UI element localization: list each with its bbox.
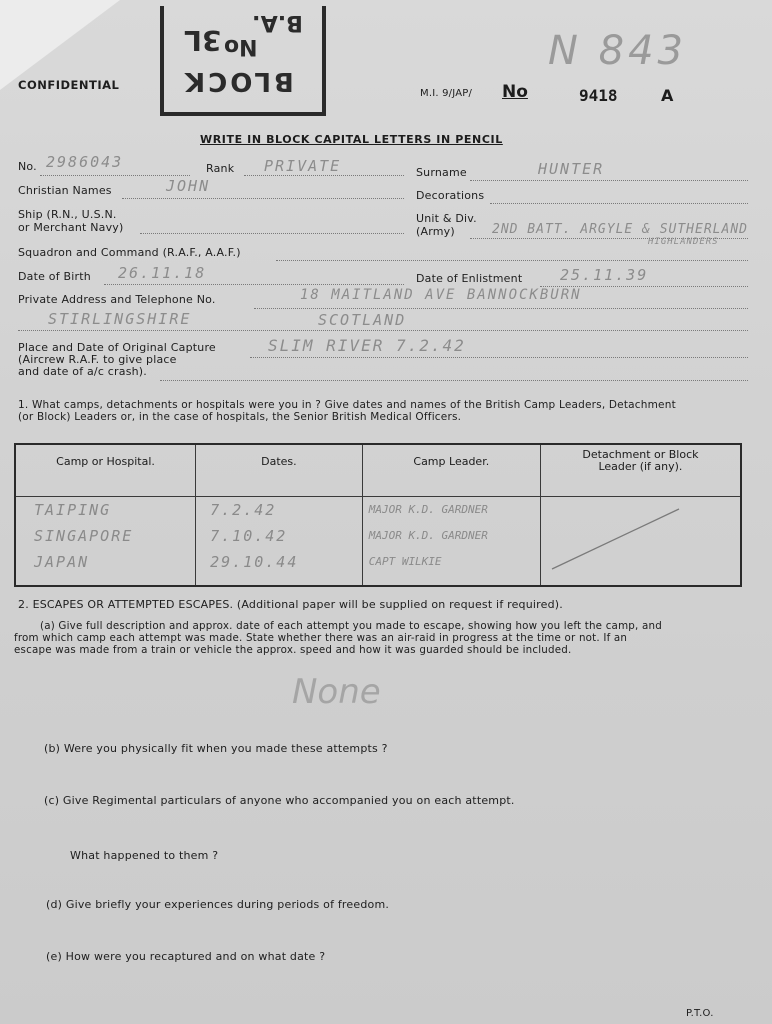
question-2c: (c) Give Regimental particulars of anyone who accompanied you on each attempt. — [44, 794, 515, 807]
question-2a-line-3: escape was made from a train or vehicle the approx. speed and how it was guarded should be included. — [14, 644, 572, 656]
block-stamp — [160, 6, 326, 116]
unit-value-2: HIGHLANDERS — [648, 237, 719, 247]
date-value: 7.2.42 — [210, 501, 277, 519]
header-camp: Camp or Hospital. — [15, 444, 196, 497]
rank-label: Rank — [206, 162, 235, 175]
enlistment-value: 25.11.39 — [560, 266, 649, 284]
instruction-heading: WRITE IN BLOCK CAPITAL LETTERS IN PENCIL — [200, 133, 503, 146]
camp-cell — [15, 497, 196, 587]
handwritten-reference: N 843 — [548, 28, 687, 74]
christian-names-value: JOHN — [166, 177, 211, 195]
address-label: Private Address and Telephone No. — [18, 293, 216, 306]
dob-label: Date of Birth — [18, 270, 91, 283]
question-2d: (d) Give briefly your experiences during periods of freedom. — [46, 898, 390, 911]
camps-table — [14, 443, 742, 587]
camp-value: SINGAPORE — [34, 527, 134, 545]
date-value: 7.10.42 — [210, 527, 288, 545]
leader-value: MAJOR K.D. GARDNER — [368, 529, 488, 542]
surname-label: Surname — [416, 166, 467, 179]
rank-value: PRIVATE — [264, 157, 342, 175]
decorations-label: Decorations — [416, 189, 485, 202]
torn-corner — [0, 0, 120, 90]
ship-label: Ship (R.N., U.S.N. or Merchant Navy) — [18, 208, 124, 234]
dob-value: 26.11.18 — [118, 264, 207, 282]
question-2b: (b) Were you physically fit when you made these attempts ? — [44, 742, 388, 755]
stamp-num-text: 3L — [184, 24, 222, 57]
capture-value: SLIM RIVER 7.2.42 — [268, 336, 466, 355]
table-row — [15, 497, 741, 587]
dates-cell — [196, 497, 363, 587]
stamp-block-text: BLOCK — [182, 66, 294, 96]
number-symbol: No — [502, 82, 528, 102]
surname-value: HUNTER — [538, 160, 605, 178]
enlistment-label: Date of Enlistment — [416, 272, 523, 285]
pto-label: P.T.O. — [686, 1008, 714, 1019]
header-camp-leader: Camp Leader. — [362, 444, 540, 497]
christian-names-label: Christian Names — [18, 184, 112, 197]
question-2c-followup: What happened to them ? — [70, 849, 219, 862]
question-1-line-2: (or Block) Leaders or, in the case of hospitals, the Senior British Medical Officers. — [18, 411, 462, 423]
leader-value: MAJOR K.D. GARDNER — [368, 503, 488, 516]
answer-none: None — [292, 672, 381, 712]
stamp-no-text: No — [224, 34, 258, 59]
no-label: No. — [18, 160, 37, 173]
address-value-1: 18 MAITLAND AVE BANNOCKBURN — [300, 287, 582, 303]
capture-label: Place and Date of Original Capture (Aircrew R.A.F. to give place and date of a/c crash). — [18, 341, 216, 378]
form-number: 9418 — [579, 86, 618, 105]
header-dates: Dates. — [196, 444, 363, 497]
camp-value: JAPAN — [34, 553, 90, 571]
confidential-label: CONFIDENTIAL — [18, 78, 120, 92]
address-value-3: SCOTLAND — [318, 311, 407, 329]
question-2a-line-2: from which camp each attempt was made. State whether there was an air-raid in progress at the time or not. If an — [14, 632, 628, 644]
unit-value: 2ND BATT. ARGYLE & SUTHERLAND — [492, 222, 748, 237]
question-2e: (e) How were you recaptured and on what date ? — [46, 950, 326, 963]
question-2a-line-1: (a) Give full description and approx. date of each attempt you made to escape, showing how you left the camp, and — [40, 620, 662, 632]
date-value: 29.10.44 — [210, 553, 299, 571]
unit-label: Unit & Div. (Army) — [416, 212, 477, 238]
question-1-line-1: 1. What camps, detachments or hospitals were you in ? Give dates and names of the British Camp Leaders, Detachment — [18, 399, 676, 411]
leader-value: CAPT WILKIE — [368, 555, 442, 568]
mi-reference: M.I. 9/JAP/ — [420, 88, 473, 99]
no-value: 2986043 — [46, 153, 124, 171]
form-suffix: A — [661, 86, 674, 105]
strike-line — [547, 501, 737, 591]
header-detachment-leader: Detachment or Block Leader (if any). — [540, 444, 741, 497]
leader-cell — [362, 497, 540, 587]
squadron-label: Squadron and Command (R.A.F., A.A.F.) — [18, 246, 241, 259]
detachment-cell — [540, 497, 741, 587]
stamp-ba-text: B.A. — [252, 10, 303, 35]
camp-value: TAIPING — [34, 501, 112, 519]
question-2-heading: 2. ESCAPES OR ATTEMPTED ESCAPES. (Additional paper will be supplied on request if required). — [18, 598, 563, 611]
address-value-2: STIRLINGSHIRE — [48, 310, 192, 328]
